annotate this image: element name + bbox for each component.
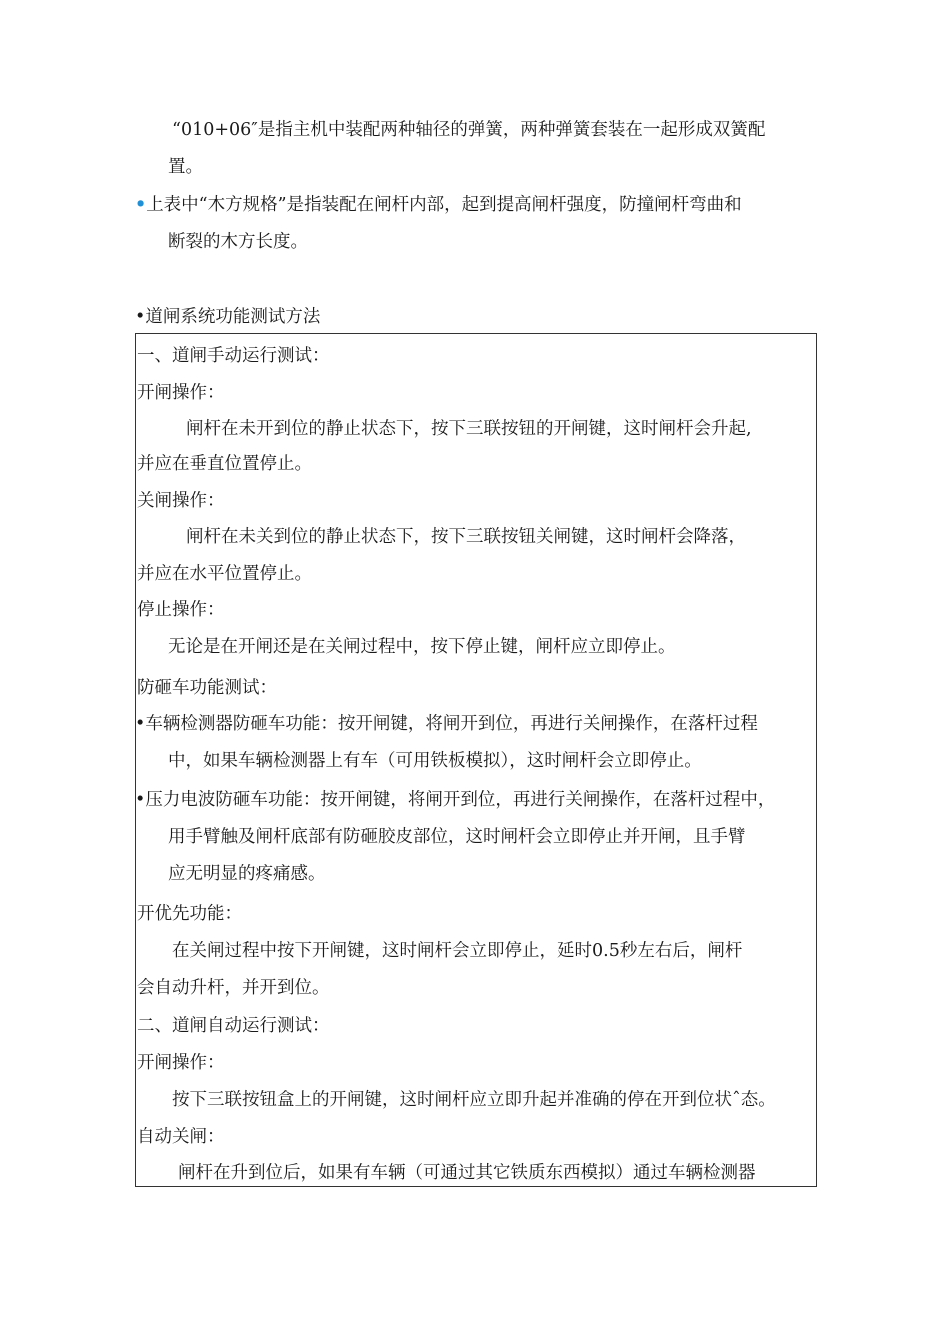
label-open-operation: 开闸操作： (137, 383, 225, 403)
text-detector-line2: 中，如果车辆检测器上有车（可用铁板模拟），这时闸杆会立即停止。 (168, 751, 702, 771)
text-detector-line1: •车辆检测器防砸车功能：按开闸键，将闸开到位，再进行关闸操作，在落杆过程 (135, 714, 758, 734)
text-close-line1: 闸杆在未关到位的静止状态下，按下三联按钮关闸键，这时闸杆会降落， (186, 527, 746, 547)
heading-auto-test: 二、道闸自动运行测试： (137, 1016, 330, 1036)
label-open-priority: 开优先功能： (137, 904, 242, 924)
text-pressure-line2: 用手臂触及闸杆底部有防砸胶皮部位，这时闸杆会立即停止并开闸，且手臂 (168, 827, 746, 847)
text-auto-close: 闸杆在升到位后，如果有车辆（可通过其它铁质东西模拟）通过车辆检测器 (178, 1163, 756, 1183)
text-close-line2: 并应在水平位置停止。 (137, 564, 312, 584)
label-auto-open: 开闸操作： (137, 1053, 225, 1073)
text-priority-line1: 在关闸过程中按下开闸键，这时闸杆会立即停止，延时0.5秒左右后，闸杆 (172, 941, 743, 961)
label-close-operation: 关闸操作： (137, 491, 225, 511)
heading-manual-test: 一、道闸手动运行测试： (137, 346, 330, 366)
bullet-icon: • (135, 195, 147, 215)
note2-line1 (135, 193, 742, 217)
text-stop: 无论是在开闸还是在关闸过程中，按下停止键，闸杆应立即停止。 (168, 637, 676, 657)
label-anti-smash: 防砸车功能测试： (137, 678, 277, 698)
label-auto-close: 自动关闸： (137, 1127, 225, 1147)
text-priority-line2: 会自动升杆，并开到位。 (137, 978, 330, 998)
note2-text: 上表中“木方规格”是指装配在闸杆内部，起到提高闸杆强度，防撞闸杆弯曲和 (146, 195, 742, 215)
text-open-line1: 闸杆在未开到位的静止状态下，按下三联按钮的开闸键，这时闸杆会升起, (186, 419, 752, 439)
label-stop-operation: 停止操作： (137, 600, 225, 620)
text-pressure-line1: •压力电波防砸车功能：按开闸键，将闸开到位，再进行关闸操作，在落杆过程中， (135, 790, 776, 810)
note1-line2: 置。 (168, 157, 203, 177)
section-title: •道闸系统功能测试方法 (135, 307, 321, 327)
note2-line2: 断裂的木方长度。 (168, 232, 308, 252)
text-pressure-line3: 应无明显的疼痛感。 (168, 864, 326, 884)
note1-line1: “010+06″是指主机中装配两种轴径的弹簧，两种弹簧套装在一起形成双簧配 (172, 120, 766, 140)
text-open-line2: 并应在垂直位置停止。 (137, 454, 312, 474)
text-auto-open: 按下三联按钮盒上的开闸键，这时闸杆应立即升起并准确的停在开到位状ˆ态。 (172, 1090, 776, 1110)
